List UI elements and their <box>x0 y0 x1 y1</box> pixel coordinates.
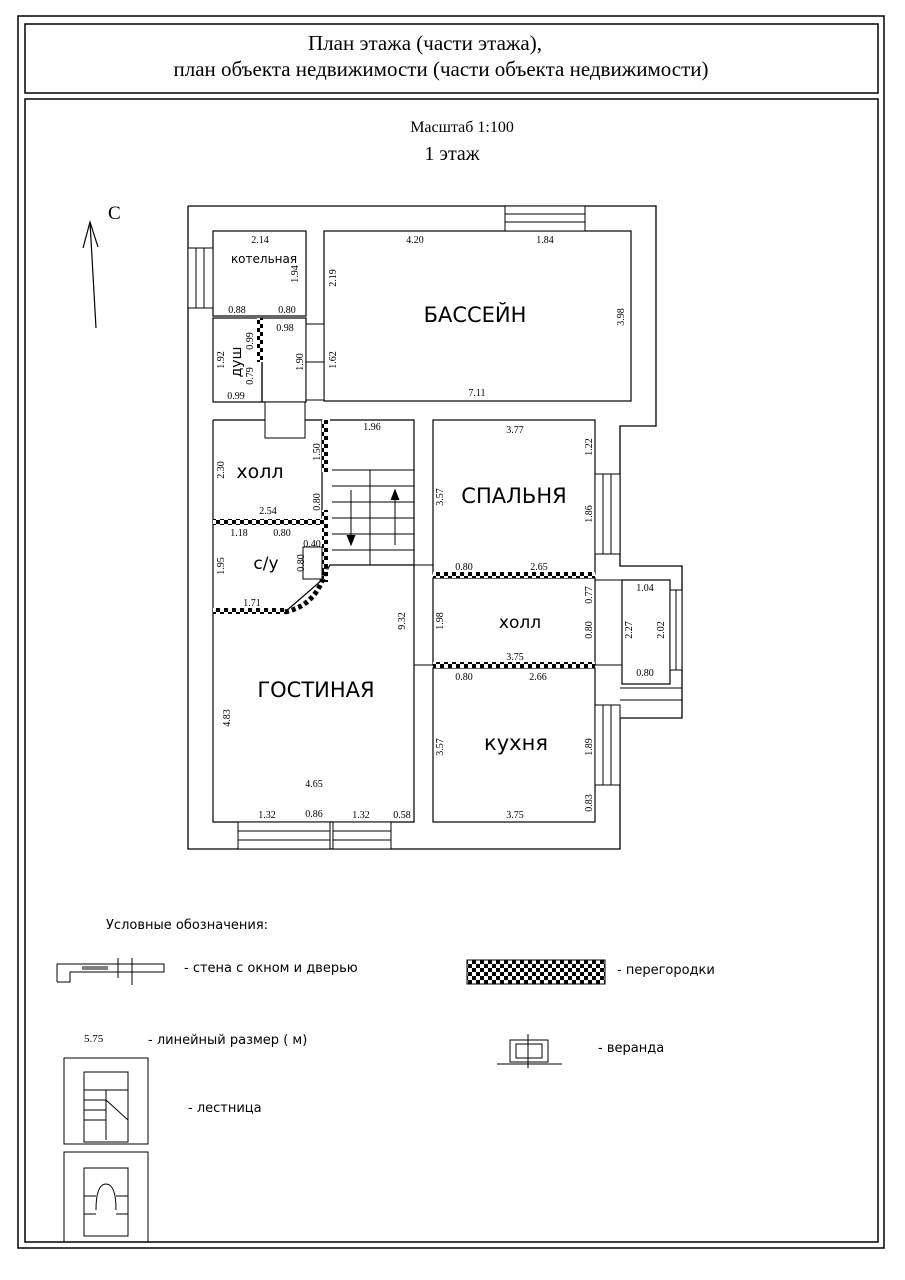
dim: 0.58 <box>393 810 411 821</box>
dim: 1.90 <box>295 353 306 371</box>
dim: 0.80 <box>455 672 473 683</box>
dim: 7.11 <box>468 388 486 399</box>
dim: 1.18 <box>230 528 248 539</box>
dim: 0.80 <box>636 668 654 679</box>
dim: 1.84 <box>536 235 554 246</box>
staircase <box>332 470 414 565</box>
legend-stairs-label: - лестница <box>188 1101 262 1116</box>
dim: 0.99 <box>227 391 245 402</box>
scale-label: Масштаб 1:100 <box>410 119 514 136</box>
legend-title: Условные обозначения: <box>106 918 269 933</box>
room-label-pool: БАССЕЙН <box>423 303 527 327</box>
dim: 0.40 <box>303 539 321 550</box>
dim: 3.57 <box>435 738 446 756</box>
dim: 0.79 <box>245 367 256 385</box>
dim: 1.22 <box>584 438 595 456</box>
dim: 1.96 <box>363 422 381 433</box>
dim: 3.77 <box>506 425 524 436</box>
dim: 0.99 <box>245 332 256 350</box>
dim: 2.54 <box>259 506 277 517</box>
dim: 3.57 <box>435 488 446 506</box>
legend-partition-icon <box>467 960 605 984</box>
legend-linear-value: 5.75 <box>84 1033 104 1045</box>
legend-wall-label: - стена с окном и дверью <box>184 961 358 976</box>
legend-partitions-label: - перегородки <box>617 963 715 978</box>
dim: 2.27 <box>624 621 635 639</box>
north-arrow-icon <box>83 222 98 328</box>
room-label-living: ГОСТИНАЯ <box>257 678 375 702</box>
room-label-bedroom: СПАЛЬНЯ <box>461 484 567 508</box>
dim: 4.20 <box>406 235 424 246</box>
dim: 2.19 <box>328 269 339 287</box>
room-label-hall1: холл <box>236 461 284 483</box>
dim: 1.89 <box>584 738 595 756</box>
legend-veranda-label: - веранда <box>598 1041 665 1056</box>
dim: 1.98 <box>435 612 446 630</box>
dim: 9.32 <box>397 612 408 630</box>
room-label-wc: с/у <box>253 554 279 574</box>
legend-linear-label: - линейный размер ( м) <box>148 1033 308 1048</box>
dim: 2.65 <box>530 562 548 573</box>
legend-stairs-icon <box>64 1058 148 1242</box>
dim: 4.83 <box>222 709 233 727</box>
dim: 1.86 <box>584 505 595 523</box>
dim: 0.80 <box>296 554 307 572</box>
dim: 1.04 <box>636 583 654 594</box>
dim: 1.71 <box>243 598 261 609</box>
north-label: С <box>108 203 121 224</box>
room-label-boiler: котельная <box>230 252 298 266</box>
dim: 2.66 <box>529 672 547 683</box>
header-title-line2: план объекта недвижимости (части объекта недвижимости) <box>173 57 709 81</box>
room-label-kitchen: кухня <box>484 731 548 755</box>
dim: 1.50 <box>312 443 323 461</box>
floor-label: 1 этаж <box>424 143 480 165</box>
dim: 2.30 <box>216 461 227 479</box>
dim: 1.32 <box>258 810 276 821</box>
dim: 3.75 <box>506 810 524 821</box>
dim: 0.77 <box>584 586 595 604</box>
dim: 0.80 <box>584 621 595 639</box>
dim: 1.62 <box>328 351 339 369</box>
dim: 0.80 <box>455 562 473 573</box>
dim: 0.86 <box>305 809 323 820</box>
dim: 1.95 <box>216 557 227 575</box>
dim: 2.02 <box>656 621 667 639</box>
legend-veranda-icon <box>497 1034 562 1068</box>
dim: 0.83 <box>584 794 595 812</box>
dim: 1.92 <box>216 351 227 369</box>
dim: 0.88 <box>228 305 246 316</box>
dim: 3.98 <box>616 308 627 326</box>
room-label-hall2: холл <box>498 613 542 633</box>
legend-wall-icon <box>57 958 164 985</box>
dim: 3.75 <box>506 652 524 663</box>
dim: 2.14 <box>251 235 269 246</box>
dim: 4.65 <box>305 779 323 790</box>
dim: 0.80 <box>273 528 291 539</box>
room-label-shower: душ <box>229 346 245 378</box>
header-title-line1: План этажа (части этажа), <box>307 31 543 55</box>
dim: 0.80 <box>278 305 296 316</box>
dim: 0.98 <box>276 323 294 334</box>
dim: 1.94 <box>290 265 301 283</box>
dim: 0.80 <box>312 493 323 511</box>
dim: 1.32 <box>352 810 370 821</box>
